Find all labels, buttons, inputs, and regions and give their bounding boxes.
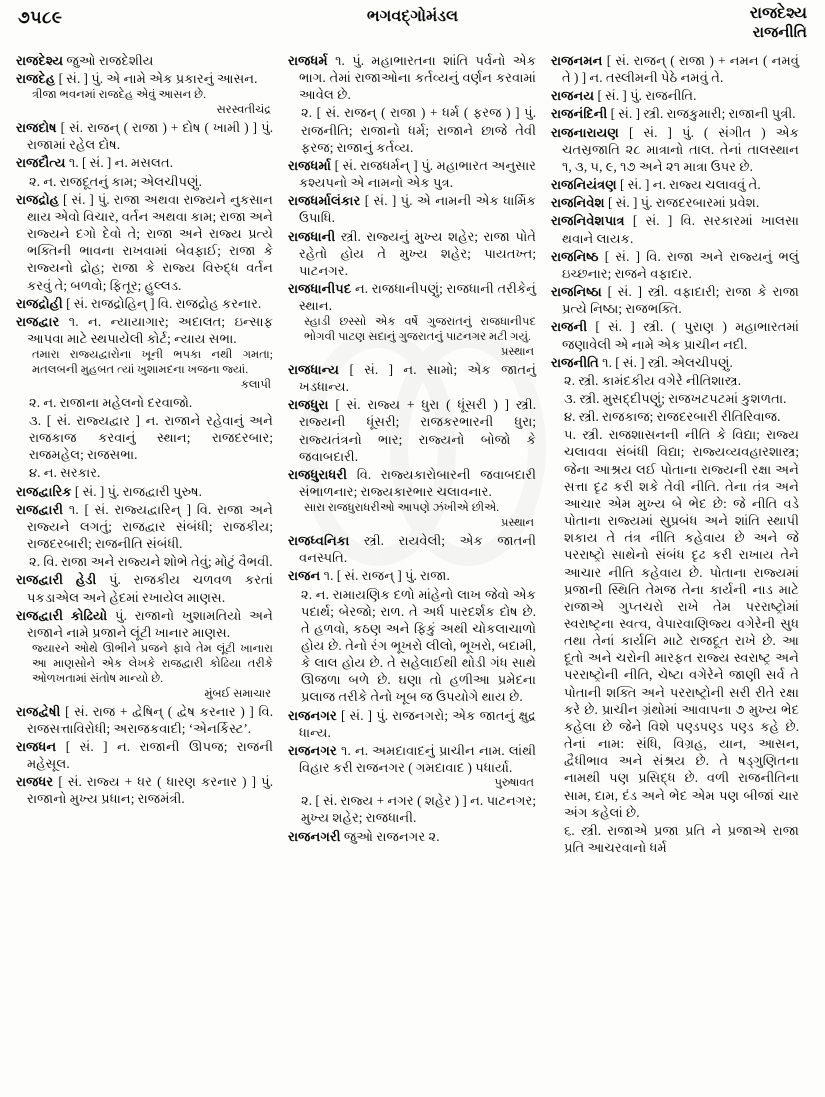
dictionary-entry: રાજધુરાધરી વિ. રાજ્યકારોબારની જવાબદારી સંભાળનાર; રાજ્યકારભાર ચલાવનાર. [288, 466, 536, 500]
dictionary-entry: રાજદૌત્ય ૧. [ સં. ] ન. મસલત. [16, 155, 174, 171]
dictionary-entry: રાજદ્વારી હેડી પું. રાજકીય ચળવળ કરતાં પકડાએલ અને હેદમાં રખાયેલ માણસ. [16, 572, 273, 605]
headword: રાજધ્વનિકા [288, 533, 350, 549]
quotation-source: મુંબઈ સમાચાર [204, 687, 271, 700]
quotation-source: સરસ્વતીચંદ્ર [216, 104, 271, 117]
column-3 [542, 52, 805, 1092]
headword: રાજદ્રોહી [16, 295, 63, 311]
page-number: ૭૫૮૯ [18, 8, 63, 27]
dictionary-entry: રાજધુરા [ સં. રાજ્ય + ધુરા ( ધૂંસરી ) ] સ્ત્રી. રાજ્યની ધૂંસરી; રાજકરભારની ધુરા; રાજ્યતંત્રનો ભાર; રાજ્યનો બોજો કે જવાબદારી. [288, 397, 536, 464]
headword: રાજધર્મા [288, 157, 331, 173]
headword: રાજધન [16, 738, 57, 754]
dictionary-entry: રાજન ૧. [ સં. રાજન્ ] પું. રાજા. [288, 568, 450, 584]
entry-sense: ૨. સ્ત્રી. કામંદકીય વગેરે નીતિશાસ્ત્ર. [564, 372, 742, 388]
entry-sense: ૨. વિ. રાજા અને રાજ્યને શોભે તેવું; મોટું વૈભવી. [29, 554, 273, 570]
headword: રાજદ્વેષી [16, 703, 61, 719]
entry-sense: ૬. સ્ત્રી. રાજાએ પ્રજા પ્રતિ ને પ્રજાએ રાજા પ્રતિ આચરવાનો ધર્મ [564, 822, 799, 856]
quotation-source: પ્રસ્થાન [500, 346, 534, 358]
headword: રાજધુરા [288, 397, 329, 413]
entry-quotation: સારા રાજધુરાધરીઓ આપણે ઝંખીએ છીએ. [304, 501, 500, 515]
entry-sense: ૫. સ્ત્રી. રાજશાસનની નીતિ કે વિદ્યા; રાજ્ય ચલાવવા સંબંધી વિદ્યા; રાજ્યવ્યવહારશાસ્ત્ર; જેના આશ્રય લઈ પોતાના રાજ્યની રક્ષા અને સત્તા દૃઢ કરી શકે તેવી નીતિ. તેના તંત્ર અને આચાર એમ મુખ્ય બે ભેદ છે: જે નીતિ વડે પોતાના રાજ્યમાં સુપ્રબંધ અને શાંતિ સ્થાપી શકાય તે તંત્ર નીતિ કહેવાય છે અને જે પરરાષ્ટ્રો સાથેનો સંબંધ દૃઢ કરી રાખાય તેને આચાર નીતિ કહેવાય છે. પોતાના રાજ્યમાં પ્રજાની સ્થિતિ તેમજ તેના કાર્યની નાડ માટે રાજાએ ગુપ્તચરો રાખે તેમ પરરાષ્ટ્રોમાં સ્વરાષ્ટ્રના સ્વત્વ, વેપારવાણિજ્ય વગેરેની સુધ તથા તેનાં કાર્યનિ માટે રાજદૂત રાખે છે. આ દૂતો અને ચરોની મારફત રાજ્ય સ્વરાષ્ટ્ર અને પરરાષ્ટ્રોની નીતિ, ચેષ્ટા વગેરેને જાણી સર્વ તે પોતાની શક્તિ અને પરરાષ્ટ્રોની સરી રીતે રક્ષા કરે છે. પ્રાચીન ગ્રંથોમાં આવાપના ૭ મુખ્ય ભેદ કહેલા છે જેને વિશે પણ્ડપણ્ડ પણ્ડ કહે છે. તેનાં નામ: સંધિ, વિગ્રહ, યાન, આસન, દ્વૈધીભાવ અને સંશ્રય છે. તે ષડ્‌ગુણિતના નામથી પણ પ્રસિદ્ધ છે. વળી રાજનીતિના સામ, દામ, દંડ અને ભેદ એમ પણ બીજાં ચાર અંગ કહેલાં છે. [564, 427, 799, 820]
dictionary-entry: રાજનમન [ સં. રાજન્ ( રાજા ) + નમન ( નમવું તે ) ] ન. તસ્લીમની પેઠે નમવું તે. [551, 53, 799, 86]
book-title: ભગવદ્ગોમંડલ [366, 8, 459, 25]
dictionary-entry: રાજદ્રોહ [ સં. ] પું. રાજા અથવા રાજ્યને નુકસાન થાય એવો વિચાર, વર્તન અથવા કામ; રાજા અને રાજ્યને દગો દેવો તે; રાજા અને રાજ્ય પ્રત્યે ભક્તિની ભાવના રાખવામાં બેવફાઈ; રાજા કે રાજ્યનો દ્રોહ; રાજા કે રાજ્ય વિરુદ્ધ વર્તન કરવું તે; બળવો; ફિતૂર; હુલ્લડ. [16, 191, 273, 293]
column-2 [279, 52, 542, 1092]
entry-sense: ૪. ન. સરકાર. [29, 465, 101, 481]
headword: રાજધર [16, 774, 54, 790]
headword: રાજદ્રોહ [16, 191, 59, 207]
headword: રાજદ્વારી [16, 501, 64, 517]
headword: રાજધુરાધરી [288, 466, 347, 482]
headword: રાજનય [551, 88, 595, 104]
headword: રાજનિવેશ [551, 195, 605, 211]
dictionary-entry: રાજધ્વનિકા સ્ત્રી. રાયવેલી; એક જાતની વનસ્પતિ. [288, 533, 536, 566]
headword: રાજનગર [288, 707, 337, 723]
dictionary-entry: રાજદ્વારી કોઢિયો પું. રાજાનો ખુશામતિયો અને રાજાને નામે પ્રજાને લૂંટી ખાનાર માણસ. [16, 607, 273, 640]
headword: રાજનગરી [288, 828, 341, 844]
headword: રાજધાન્ય [288, 362, 340, 377]
column-1 [16, 52, 279, 1092]
headword: રાજનીતિ [551, 354, 599, 370]
dictionary-entry: રાજનિયંત્રણ [ સં. ] ન. રાજ્ય ચલાવવું તે. [551, 177, 761, 193]
headword: રાજધર્માલંકાર [288, 193, 361, 209]
headword: રાજનગર [288, 742, 337, 758]
entry-sense: ૩. [ સં. રાજ્યદ્વાર ] ન. રાજાને રહેવાનું અને રાજકાજ કરવાનું સ્થાન; રાજદરબાર; રાજમહેલ; રાજસભા. [29, 412, 273, 463]
headword: રાજદ્વારી હેડી [16, 572, 97, 588]
dictionary-entry: રાજધાનીપદ ન. રાજધાનીપણું; રાજધાની તરીકેનું સ્થાન. [288, 281, 536, 314]
dictionary-entry: રાજધાની સ્ત્રી. રાજ્યનું મુખ્ય શહેર; રાજા પોતે રહેતો હોય તે મુખ્ય શહેર; પાયતખ્ત; પાટનગર. [288, 228, 536, 278]
headword: રાજનિવેશપાત્ર [551, 213, 625, 229]
dictionary-entry: રાજદ્વેષી [ સં. રાજ + દ્વેષિન્ ( દ્વેષ કરનાર ) ] વિ. રાજસત્તાવિરોધી; અરાજકવાદી; ‘એનર્કિસ્ટ’. [16, 703, 273, 736]
headword: રાજદેહ [16, 71, 56, 87]
dictionary-entry: રાજદ્રોહી [ સં. રાજદ્રોહિન્ ] વિ. રાજદ્રોહ કરનાર. [16, 295, 262, 311]
quotation-source: પુરુષાવત [494, 777, 534, 790]
dictionary-entry: રાજદ્વારી ૧. [ સં. રાજ્યદ્વારિન્ ] વિ. રાજા અને રાજ્યને લગતું; રાજદ્વાર સંબંધી; રાજકીય; રાજદરબારી; રાજનીતિ સંબંધી. [16, 501, 273, 552]
dictionary-entry: રાજધન [ સં. ] ન. રાજાની ઊપજ; રાજની મહેસૂલ. [16, 738, 273, 771]
headword: રાજનિયંત્રણ [551, 177, 617, 193]
dictionary-entry: રાજનિવેશ [ સં. ] પું. રાજદરબારમાં પ્રવેશ. [551, 195, 760, 211]
headword: રાજદોષ [16, 120, 57, 136]
guide-word-bottom: રાજનીતિ [752, 25, 807, 41]
headword: રાજદ્વારી કોઢિયો [16, 607, 108, 623]
entry-sense: ૨. ન. રાજદૂતનું કામ; એલચીપણું. [29, 173, 202, 189]
entry-quotation: ત્રીજા ભવનમાં રાજદેહ એવું આસન છે. [32, 88, 207, 102]
page-header [0, 0, 825, 52]
dictionary-entry: રાજધાન્ય [ સં. ] ન. સામો; એક જાતનું ખડધાન્ય. [288, 362, 536, 395]
dictionary-entry: રાજનગર ૧. ન. અમદાવાદનું પ્રાચીન નામ. લાંથી વિહાર કરી રાજનગર ( ગમદાવાદ ) પધાર્યા. [288, 742, 536, 776]
dictionary-entry: રાજદેહ [ સં. ] પું. એ નામે એક પ્રકારનું આસન. [16, 71, 258, 87]
dictionary-entry: રાજનગર [ સં. ] પું. રાજનગરો; એક જાતનું ક્ષુદ્ર ધાન્ય. [288, 707, 536, 740]
guide-word-top: રાજદેશ્ય [749, 5, 807, 22]
dictionary-entry: રાજનંદિની [ સં. ] સ્ત્રી. રાજકુમારી; રાજાની પુત્રી. [551, 106, 796, 122]
headword: રાજધાનીપદ [288, 281, 352, 297]
dictionary-entry: રાજધર્મા [ સં. રાજધર્મન્ ] પું. મહાભારત અનુસાર કશ્યપનો એ નામનો એક પુત્ર. [288, 157, 536, 191]
dictionary-entry: રાજનારાયણ [ સં. ] પું. ( સંગીત ) એક ચતસ્રજાતિ ૨૮ માત્રાનો તાલ. તેનાં તાલસ્થાન ૧, ૩, ૫, ૯, ૧૭ અને ૨૧ માત્રા ઉપર છે. [551, 124, 799, 174]
entry-quotation: જ્યારને ઓથે ઊભીને પ્રજને ફાવે તેમ લૂંટી ખાનારા આ માણસોને એક લેખકે રાજદ્વારી કોઢિયા તરીકે ઓળખતામાં સંતોષ માન્યો છે. [32, 642, 273, 685]
dictionary-entry: રાજનગરી જુઓ રાજનગર ૨. [288, 828, 440, 844]
dictionary-entry: રાજધર્માલંકાર [ સં. ] પું. એ નામની એક ધાર્મિક ઉપાધિ. [288, 193, 536, 226]
headword: રાજધર્મ [288, 53, 328, 68]
entry-sense: ૨. [ સં. રાજન્ ( રાજા ) + ધર્મ ( ફરજ ) ] પું. રાજનીતિ; રાજાનો ધર્મ; રાજાને છાજે તેવી ફરજ; રાજાનું કર્તવ્ય. [301, 105, 536, 155]
headword: રાજનિષ્ઠા [551, 284, 602, 300]
headword: રાજન [288, 568, 321, 584]
entry-sense: ૨. ન. રામાયણિક દળો માંહેનો લાખ જેવો એક પદાર્થ; બેરજો; રાળ. તે અર્ધ પારદર્શક દોષ છે. તે હળવો, કઠણ અને ફિકું અથી ચોકલાચાળો હોય છે. તેનો રંગ ભૂખરો લીલો, ભૂખરો, બદામી, કે લાલ હોય છે. તે સહેલાઈથી થોડી ગંધ સાથે ઊજળા બળે છે. ઘણા તો હળીઆ પ્રમેદના પ્રલાજ તરીકે તેનો ખૂબ જ ઉપયોગે થાય છે. [301, 586, 536, 705]
dictionary-entry: રાજનિવેશપાત્ર [ સં. ] વિ. સરકારમાં ખાલસા થવાને લાયક. [551, 213, 799, 246]
headword: રાજનમન [551, 53, 603, 68]
dictionary-entry: રાજધર [ સં. રાજ્ય + ધર ( ધારણ કરનાર ) ] પું. રાજાનો મુખ્ય પ્રધાન; રાજમંત્રી. [16, 774, 273, 807]
dictionary-entry: રાજદેશ્ય જુઓ રાજદેશીય [16, 53, 154, 68]
dictionary-entry: રાજનીતિ ૧. [ સં. ] સ્ત્રી. એલચીપણું. [551, 354, 733, 370]
headword: રાજદેશ્ય [16, 53, 64, 68]
quotation-source: પ્રસ્થાન [500, 517, 534, 530]
entry-sense: ૨. [ સં. રાજ્ય + નગર ( શહેર ) ] ન. પાટનગર; મુખ્ય શહેર; રાજધાની. [301, 793, 536, 826]
dictionary-entry: રાજદ્વાર ૧. ન. ન્યાયાગાર; અદાલત; ઇન્સાફ આપવા માટે સ્થપાયેલી કોર્ટ; ન્યાય સભા. [16, 313, 273, 347]
entry-sense: ૪. સ્ત્રી. રાજકાજ; રાજદરબારી રીતિરિવાજ. [564, 409, 781, 425]
headword: રાજની [551, 319, 588, 335]
dictionary-columns [0, 52, 825, 1092]
entry-sense: ૨. ન. રાજાના મહેલનો દરવાજો. [29, 394, 193, 410]
headword: રાજધાની [288, 228, 336, 244]
headword: રાજનિષ્ઠ [551, 248, 599, 264]
entry-sense: ૩. સ્ત્રી. મુસદ્દીપણું; રાજખટપટમાં કુશળતા. [564, 390, 787, 406]
entry-quotation: તમારા રાજ્યદ્વારોના ખૂની ભપકા નથી ગમતા; મતલબની મુહબત ત્યાં ખુશામદના ખજના જ્યાં. [32, 348, 273, 376]
headword: રાજનારાયણ [551, 124, 619, 140]
dictionary-entry: રાજદોષ [ સં. રાજન્ ( રાજા ) + દોષ ( ખામી ) ] પું. રાજામાં રહેલ દોષ. [16, 120, 273, 153]
dictionary-entry: રાજનિષ્ઠા [ સં. ] સ્ત્રી. વફાદારી; રાજા કે રાજા પ્રત્યે નિષ્ઠા; રાજભક્તિ. [551, 284, 799, 317]
dictionary-entry: રાજદ્વારિક [ સં. ] પું. રાજદ્વારી પુરુષ. [16, 483, 202, 499]
headword: રાજદૌત્ય [16, 155, 66, 171]
headword: રાજનંદિની [551, 106, 608, 122]
dictionary-entry: રાજની [ સં. ] સ્ત્રી. ( પુરાણ ) મહાભારતમાં જણાવેલી એ નામે એક પ્રાચીન નદી. [551, 319, 799, 352]
entry-quotation: સ્હાડી છસ્સો એક વર્ષે ગુજરાતનું રાજધાનીપદ ભોગવી પાટણ સદાનું ગુજરાતનું પાટનગર મટી ગયું. [304, 315, 536, 344]
dictionary-entry: રાજનિષ્ઠ [ સં. ] વિ. રાજા અને રાજ્યનું ભલું ઇચ્છનાર; રાજને વફાદાર. [551, 248, 799, 281]
dictionary-entry: રાજનય [ સં. ] પું. રાજનીતિ. [551, 88, 697, 104]
guide-words [750, 4, 807, 43]
quotation-source: કલાપી [240, 378, 271, 391]
headword: રાજદ્વારિક [16, 483, 72, 499]
headword: રાજદ્વાર [16, 313, 60, 329]
dictionary-entry: રાજધર્મ ૧. પું. મહાભારતના શાંતિ પર્વનો એક ભાગ. તેમાં રાજાઓના કર્તવ્યનું વર્ણન કરવામાં આવેલ છે. [288, 53, 536, 103]
